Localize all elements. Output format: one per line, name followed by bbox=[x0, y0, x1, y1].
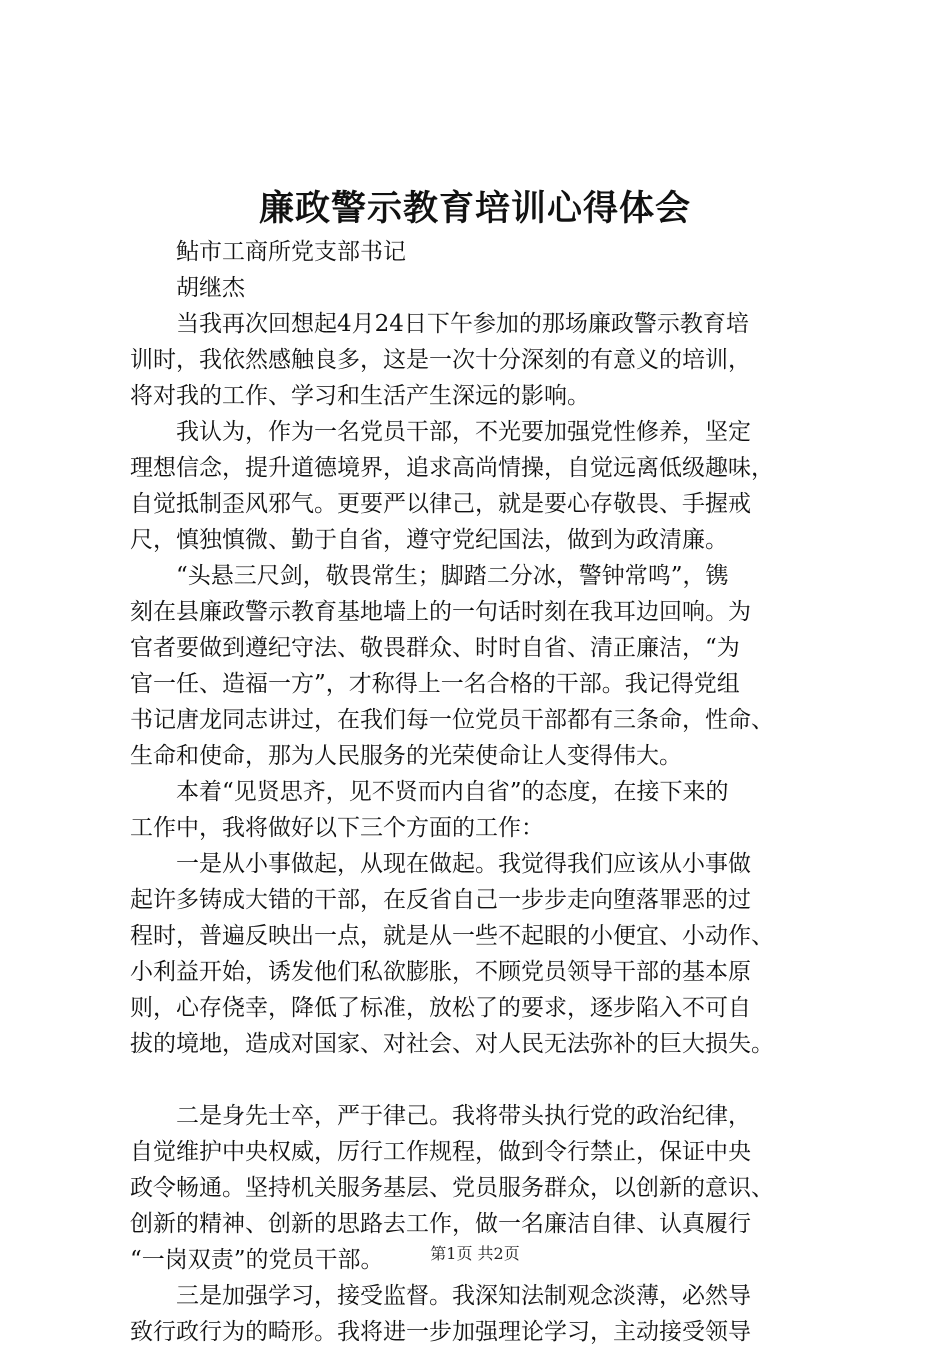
paragraph-2-line-4: 尺，慎独慎微、勤于自省，遵守党纪国法，做到为政清廉。 bbox=[130, 527, 728, 553]
paragraph-6-line-4: 创新的精神、创新的思路去工作，做一名廉洁自律、认真履行 bbox=[130, 1211, 751, 1237]
paragraph-6-line-2: 自觉维护中央权威，厉行工作规程，做到令行禁止，保证中央 bbox=[130, 1139, 751, 1165]
paragraph-3-line-6: 生命和使命，那为人民服务的光荣使命让人变得伟大。 bbox=[130, 743, 682, 769]
paragraph-2-line-1: 我认为，作为一名党员干部，不光要加强党性修养，坚定 bbox=[176, 419, 751, 445]
paragraph-5-line-2: 起许多铸成大错的干部，在反省自己一步步走向堕落罪恶的过 bbox=[130, 887, 751, 913]
paragraph-6-line-5: “一岗双责”的党员干部。 bbox=[130, 1247, 384, 1273]
paragraph-2-line-3: 自觉抵制歪风邪气。更要严以律己，就是要心存敬畏、手握戒 bbox=[130, 491, 751, 517]
paragraph-3-line-4: 官一任、造福一方”，才称得上一名合格的干部。我记得党组 bbox=[130, 671, 740, 697]
paragraph-3-line-5: 书记唐龙同志讲过，在我们每一位党员干部都有三条命，性命、 bbox=[130, 707, 774, 733]
paragraph-2-line-2: 理想信念，提升道德境界，追求高尚情操，自觉远离低级趣味， bbox=[130, 455, 774, 481]
paragraph-spacer bbox=[130, 1062, 850, 1098]
paragraph-7-line-2: 致行政行为的畸形。我将进一步加强理论学习，主动接受领导 bbox=[130, 1319, 751, 1345]
paragraph-5-line-4: 小利益开始，诱发他们私欲膨胀，不顾党员领导干部的基本原 bbox=[130, 959, 751, 985]
page-number-footer: 第1页 共2页 bbox=[430, 1244, 520, 1263]
paragraph-5-line-6: 拔的境地，造成对国家、对社会、对人民无法弥补的巨大损失。 bbox=[130, 1031, 774, 1057]
paragraph-1-line-3: 将对我的工作、学习和生活产生深远的影响。 bbox=[130, 383, 590, 409]
paragraph-3-line-3: 官者要做到遵纪守法、敬畏群众、时时自省、清正廉洁，“为 bbox=[130, 635, 740, 661]
paragraph-6-line-3: 政令畅通。坚持机关服务基层、党员服务群众，以创新的意识、 bbox=[130, 1175, 774, 1201]
paragraph-4-line-1: 本着“见贤思齐，见不贤而内自省”的态度，在接下来的 bbox=[176, 779, 729, 805]
paragraph-5-line-3: 程时，普遍反映出一点，就是从一些不起眼的小便宜、小动作、 bbox=[130, 923, 774, 949]
author-affiliation: 鲇市工商所党支部书记 bbox=[176, 239, 406, 265]
author-name: 胡继杰 bbox=[176, 275, 245, 301]
paragraph-3-line-2: 刻在县廉政警示教育基地墙上的一句话时刻在我耳边回响。为 bbox=[130, 599, 751, 625]
document-title: 廉政警示教育培训心得体会 bbox=[258, 188, 691, 229]
paragraph-7-line-1: 三是加强学习，接受监督。我深知法制观念淡薄，必然导 bbox=[176, 1283, 751, 1309]
paragraph-5-line-5: 则，心存侥幸，降低了标准，放松了的要求，逐步陷入不可自 bbox=[130, 995, 751, 1021]
paragraph-1-line-2: 训时，我依然感触良多，这是一次十分深刻的有意义的培训， bbox=[130, 347, 751, 373]
paragraph-4-line-2: 工作中，我将做好以下三个方面的工作： bbox=[130, 815, 544, 841]
paragraph-5-line-1: 一是从小事做起，从现在做起。我觉得我们应该从小事做 bbox=[176, 851, 751, 877]
paragraph-6-line-1: 二是身先士卒，严于律己。我将带头执行党的政治纪律， bbox=[176, 1103, 751, 1129]
document-body bbox=[130, 234, 850, 1350]
paragraph-1-line-1: 当我再次回想起4月24日下午参加的那场廉政警示教育培 bbox=[176, 311, 749, 337]
paragraph-3-line-1: “头悬三尺剑，敬畏常生；脚踏二分冰，警钟常鸣”，镌 bbox=[176, 563, 729, 589]
